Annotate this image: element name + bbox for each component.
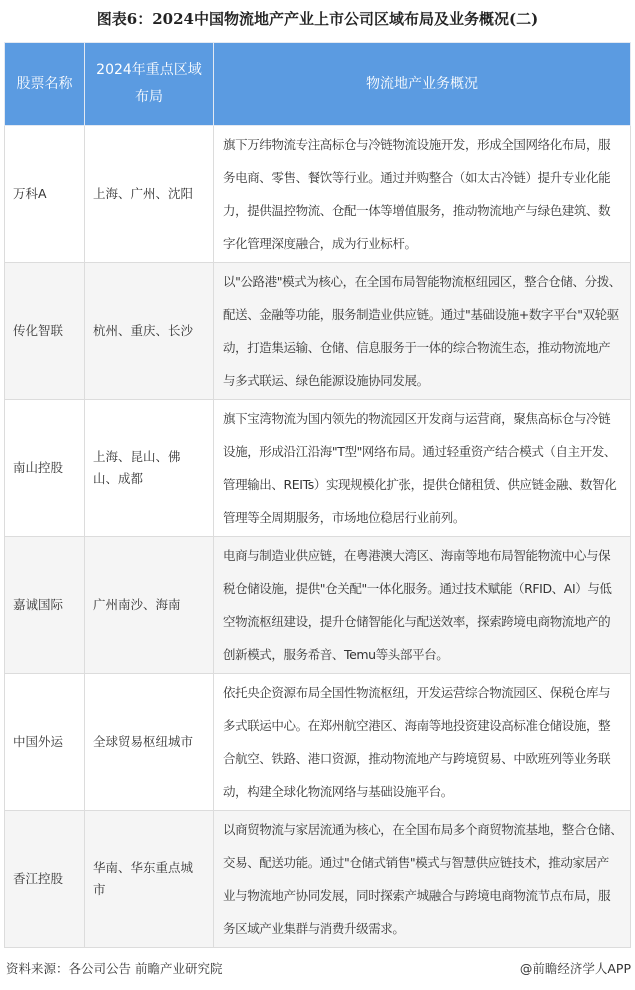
stock-name-cell: 香江控股 [5,811,85,948]
business-line: 务区域产业集群与消费升级需求。 [223,921,405,936]
business-line: 动，打造集运输、仓储、信息服务于一体的综合物流生态，推动物流地产 [223,340,611,355]
business-cell [214,811,631,948]
business-line: 交易、配送功能。通过"仓储式销售"模式与智慧供应链技术，推动家居产 [223,855,609,870]
header-stock-name: 股票名称 [5,43,85,126]
business-line: 多式联运中心。在郑州航空港区、海南等地投资建设高标准仓储设施，整 [223,718,611,733]
figure-title: 图表6：2024中国物流地产产业上市公司区域布局及业务概况(二) [96,10,539,28]
business-line: 依托央企资源布局全国性物流枢纽，开发运营综合物流园区、保税仓库与 [223,685,611,700]
footer [4,960,631,978]
business-line: 与多式联运、绿色能源设施协同发展。 [223,373,429,388]
business-line: 配送、金融等功能，服务制造业供应链。通过"基础设施+数字平台"双轮驱 [223,307,619,322]
business-line: 管理输出、REITs）实现规模化扩张，提供仓储租赁、供应链金融、数智化 [223,477,617,492]
business-line: 业与物流地产协同发展，同时探索产城融合与跨境电商物流节点布局，服 [223,888,611,903]
region-cell: 上海、昆山、佛山、成都 [85,400,214,537]
business-line: 合航空、铁路、港口资源，推动物流地产与跨境贸易、中欧班列等业务联 [223,751,611,766]
business-line: 管理等全周期服务，市场地位稳居行业前列。 [223,510,466,525]
business-line: 动，构建全球化物流网络与基础设施平台。 [223,784,453,799]
business-line: 以"公路港"模式为核心，在全国布局智能物流枢纽园区，整合仓储、分拨、 [223,274,621,289]
region-cell: 上海、广州、沈阳 [85,126,214,263]
region-cell: 广州南沙、海南 [85,537,214,674]
business-line: 创新模式，服务希音、Temu等头部平台。 [223,647,449,662]
stock-name-cell: 万科A [5,126,85,263]
header-region: 2024年重点区域布局 [85,43,214,126]
table-row [5,537,631,674]
business-cell [214,400,631,537]
stock-name-cell: 嘉诚国际 [5,537,85,674]
region-cell: 全球贸易枢纽城市 [85,674,214,811]
business-line: 空物流枢纽建设，提升仓储智能化与配送效率，探索跨境电商物流地产的 [223,614,611,629]
business-line: 设施，形成沿江沿海"T型"网络布局。通过轻重资产结合模式（自主开发、 [223,444,617,459]
source-note: 资料来源：各公司公告 前瞻产业研究院 [6,961,223,976]
business-line: 税仓储设施，提供"仓关配"一体化服务。通过技术赋能（RFID、AI）与低 [223,581,612,596]
business-line: 旗下宝湾物流为国内领先的物流园区开发商与运营商，聚焦高标仓与冷链 [223,411,611,426]
business-cell [214,263,631,400]
table-row [5,811,631,948]
stock-name-cell: 南山控股 [5,400,85,537]
business-line: 旗下万纬物流专注高标仓与冷链物流设施开发，形成全国网络化布局，服 [223,137,611,152]
business-line: 字化管理深度融合，成为行业标杆。 [223,236,417,251]
table-row [5,674,631,811]
business-line: 力，提供温控物流、仓配一体等增值服务，推动物流地产与绿色建筑、数 [223,203,611,218]
business-line: 电商与制造业供应链，在粤港澳大湾区、海南等地布局智能物流中心与保 [223,548,611,563]
business-cell [214,126,631,263]
header-business: 物流地产业务概况 [214,43,631,126]
region-cell: 华南、华东重点城市 [85,811,214,948]
stock-name-cell: 传化智联 [5,263,85,400]
business-line: 以商贸物流与家居流通为核心，在全国布局多个商贸物流基地，整合仓储、 [223,822,623,837]
table-row [5,400,631,537]
table-header-row [5,43,631,126]
table-row [5,263,631,400]
company-table [4,42,631,948]
business-line: 务电商、零售、餐饮等行业。通过并购整合（如太古冷链）提升专业化能 [223,170,611,185]
business-cell [214,537,631,674]
table-row [5,126,631,263]
region-cell: 杭州、重庆、长沙 [85,263,214,400]
stock-name-cell: 中国外运 [5,674,85,811]
business-cell [214,674,631,811]
credit-note: @前瞻经济学人APP [519,961,631,976]
